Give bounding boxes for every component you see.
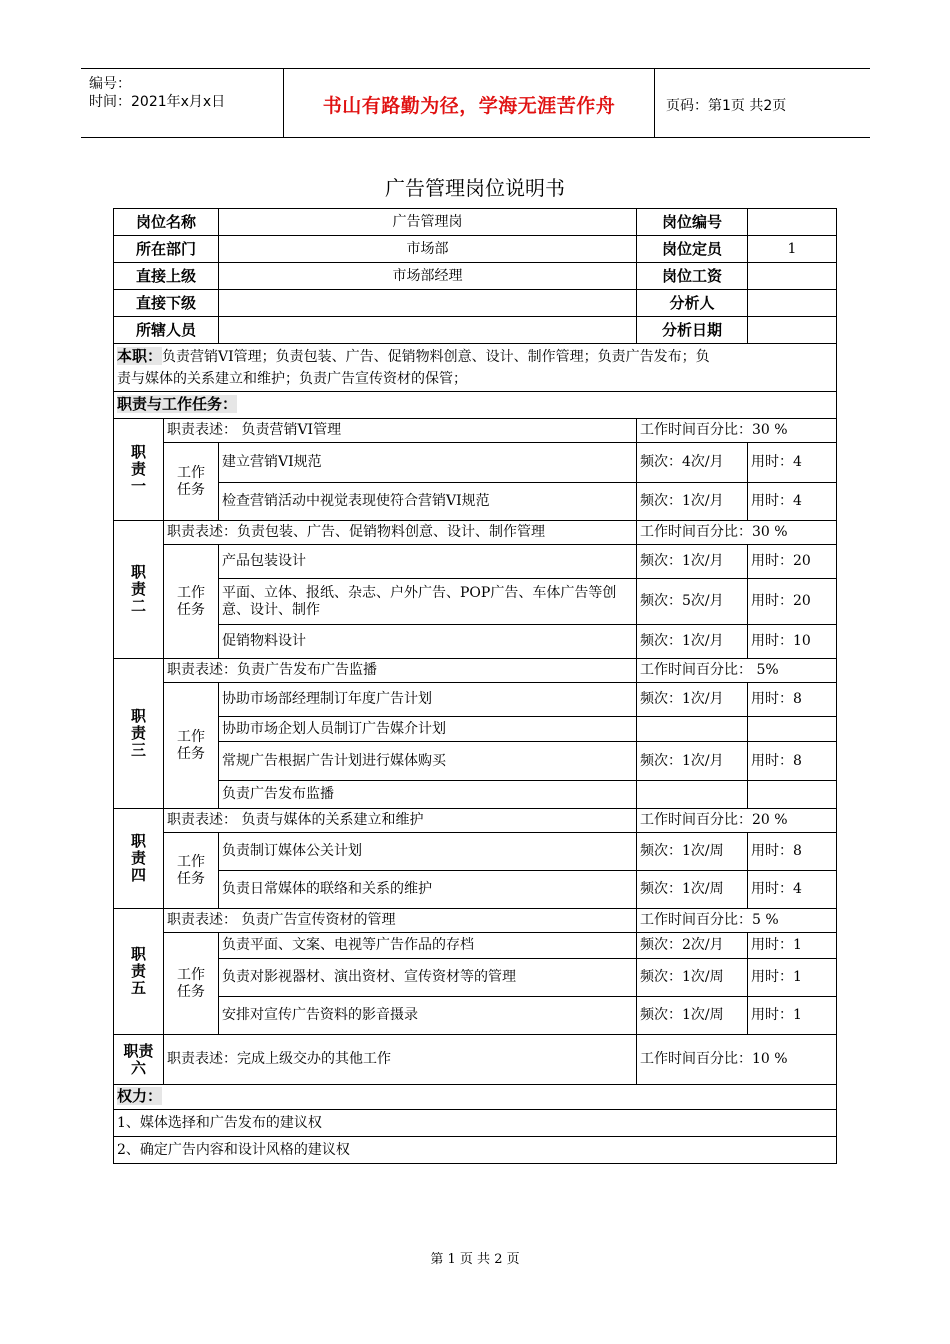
motto: 书山有路勤为径，学海无涯苦作舟	[322, 95, 616, 117]
duties-heading	[114, 392, 837, 419]
duty-time-percent: 工作时间百分比：10 %	[637, 1035, 837, 1085]
task-label: 工作任务	[164, 443, 219, 521]
duty-summary-cell	[114, 344, 837, 392]
task-text: 检查营销活动中视觉表现使符合营销VI规范	[219, 483, 637, 521]
duty-name-text: 职责一	[130, 443, 146, 495]
task-frequency: 频次：1次/周	[637, 997, 748, 1035]
info-value2	[748, 209, 837, 236]
info-label: 直接下级	[114, 290, 219, 317]
duty-statement: 职责表述：负责包装、广告、促销物料创意、设计、制作管理	[164, 521, 637, 545]
task-text: 负责制订媒体公关计划	[219, 833, 637, 871]
authority-item: 2、确定广告内容和设计风格的建议权	[114, 1137, 837, 1164]
task-time: 用时：8	[748, 833, 837, 871]
task-label: 工作任务	[164, 933, 219, 1035]
task-row	[114, 959, 837, 997]
info-row	[114, 209, 837, 236]
basic-info-section	[114, 209, 837, 344]
task-time: 用时：20	[748, 545, 837, 579]
task-text: 建立营销VI规范	[219, 443, 637, 483]
duty-summary-line1: 负责营销VI管理；负责包装、广告、促销物料创意、设计、制作管理；负责广告发布；负	[162, 349, 710, 365]
task-time	[748, 781, 837, 809]
task-time: 用时：8	[748, 683, 837, 717]
task-row	[114, 579, 837, 625]
document-title: 广告管理岗位说明书	[385, 176, 565, 200]
duty-summary-row	[114, 344, 837, 392]
task-frequency: 频次：1次/月	[637, 483, 748, 521]
info-row	[114, 236, 837, 263]
page-footer: 第 1 页 共 2 页	[430, 1252, 520, 1267]
info-label: 所辖人员	[114, 317, 219, 344]
task-time: 用时：20	[748, 579, 837, 625]
duty-name-text: 职责三	[130, 707, 146, 759]
duty-name	[114, 1035, 164, 1085]
task-time: 用时：4	[748, 483, 837, 521]
task-text: 负责平面、文案、电视等广告作品的存档	[219, 933, 637, 959]
duty-statement: 职责表述： 负责营销VI管理	[164, 419, 637, 443]
task-text: 常规广告根据广告计划进行媒体购买	[219, 742, 637, 781]
duty-statement-row	[114, 659, 837, 683]
info-label2: 岗位定员	[637, 236, 748, 263]
task-text: 协助市场企划人员制订广告媒介计划	[219, 717, 637, 742]
authority-heading-label: 权力：	[117, 1087, 163, 1105]
duty-name	[114, 659, 164, 809]
time-label: 时间：2021年x月x日	[89, 94, 226, 110]
duties-section	[114, 344, 837, 1085]
info-label: 岗位名称	[114, 209, 219, 236]
task-label: 工作任务	[164, 833, 219, 909]
task-time: 用时：10	[748, 625, 837, 659]
task-time: 用时：4	[748, 443, 837, 483]
duty-statement: 职责表述：负责广告发布广告监播	[164, 659, 637, 683]
authority-item-row	[114, 1137, 837, 1164]
task-frequency: 频次：1次/月	[637, 683, 748, 717]
duties-heading-label: 职责与工作任务：	[117, 395, 238, 413]
task-frequency: 频次：1次/月	[637, 625, 748, 659]
task-frequency: 频次：4次/月	[637, 443, 748, 483]
task-row	[114, 871, 837, 909]
info-label2: 岗位工资	[637, 263, 748, 290]
header-meta	[81, 69, 283, 137]
duty-name-text: 职责二	[130, 563, 146, 615]
task-time: 用时：1	[748, 933, 837, 959]
duty-name	[114, 419, 164, 521]
task-frequency: 频次：1次/月	[637, 742, 748, 781]
task-text: 安排对宣传广告资料的影音摄录	[219, 997, 637, 1035]
duty-statement-row	[114, 909, 837, 933]
duty-time-percent: 工作时间百分比：5 %	[637, 909, 837, 933]
duty-statement: 职责表述： 负责广告宣传资材的管理	[164, 909, 637, 933]
info-value: 市场部	[219, 236, 637, 263]
task-frequency: 频次：1次/周	[637, 833, 748, 871]
duty-statement: 职责表述：完成上级交办的其他工作	[164, 1035, 637, 1085]
task-frequency	[637, 781, 748, 809]
authority-heading	[114, 1085, 837, 1110]
task-frequency: 频次：1次/周	[637, 959, 748, 997]
task-frequency: 频次：1次/月	[637, 545, 748, 579]
task-frequency	[637, 717, 748, 742]
task-row	[114, 997, 837, 1035]
task-text: 产品包装设计	[219, 545, 637, 579]
duty-time-percent: 工作时间百分比： 5%	[637, 659, 837, 683]
info-value	[219, 317, 637, 344]
duty-name-text: 职责五	[130, 945, 146, 997]
info-value: 市场部经理	[219, 263, 637, 290]
info-value	[219, 290, 637, 317]
task-time: 用时：8	[748, 742, 837, 781]
task-row	[114, 443, 837, 483]
task-text: 促销物料设计	[219, 625, 637, 659]
task-row	[114, 717, 837, 742]
task-row	[114, 742, 837, 781]
task-label: 工作任务	[164, 545, 219, 659]
info-label2: 分析日期	[637, 317, 748, 344]
duty-time-percent: 工作时间百分比：30 %	[637, 521, 837, 545]
task-text: 负责对影视器材、演出资材、宣传资材等的管理	[219, 959, 637, 997]
task-frequency: 频次：5次/月	[637, 579, 748, 625]
info-value: 广告管理岗	[219, 209, 637, 236]
info-row	[114, 290, 837, 317]
task-row	[114, 625, 837, 659]
task-row	[114, 833, 837, 871]
duty-statement-row	[114, 521, 837, 545]
header-page-cell	[654, 69, 870, 137]
duty-statement: 职责表述： 负责与媒体的关系建立和维护	[164, 809, 637, 833]
task-frequency: 频次：1次/周	[637, 871, 748, 909]
task-time: 用时：4	[748, 871, 837, 909]
info-label2: 岗位编号	[637, 209, 748, 236]
authority-section	[114, 1085, 837, 1164]
duty-name-text: 职责四	[130, 832, 146, 884]
info-label: 所在部门	[114, 236, 219, 263]
info-value2: 1	[748, 236, 837, 263]
number-label: 编号：	[89, 76, 131, 92]
page-code: 页码：第1页 共2页	[666, 98, 787, 114]
task-row	[114, 933, 837, 959]
task-time: 用时：1	[748, 997, 837, 1035]
duty-time-percent: 工作时间百分比：20 %	[637, 809, 837, 833]
info-value2	[748, 317, 837, 344]
info-label: 直接上级	[114, 263, 219, 290]
info-row	[114, 263, 837, 290]
duties-heading-row	[114, 392, 837, 419]
task-text: 负责日常媒体的联络和关系的维护	[219, 871, 637, 909]
duty-statement-row	[114, 1035, 837, 1085]
authority-item: 1、媒体选择和广告发布的建议权	[114, 1110, 837, 1137]
header-motto-cell	[283, 69, 655, 137]
task-row	[114, 545, 837, 579]
duty-name	[114, 809, 164, 909]
task-label: 工作任务	[164, 683, 219, 809]
duty-statement-row	[114, 809, 837, 833]
info-value2	[748, 263, 837, 290]
duty-name	[114, 521, 164, 659]
task-time	[748, 717, 837, 742]
info-value2	[748, 290, 837, 317]
duty-name	[114, 909, 164, 1035]
task-row	[114, 683, 837, 717]
task-time: 用时：1	[748, 959, 837, 997]
task-row	[114, 483, 837, 521]
duty-summary-label: 本职：	[117, 347, 163, 365]
task-text: 协助市场部经理制订年度广告计划	[219, 683, 637, 717]
duty-statement-row	[114, 419, 837, 443]
info-label2: 分析人	[637, 290, 748, 317]
info-row	[114, 317, 837, 344]
duty-summary-line2: 责与媒体的关系建立和维护；负责广告宣传资材的保管；	[117, 371, 467, 387]
document-header	[81, 68, 870, 138]
authority-item-row	[114, 1110, 837, 1137]
duty-name-text: 职责六	[123, 1041, 154, 1077]
task-text: 负责广告发布监播	[219, 781, 637, 809]
task-text: 平面、立体、报纸、杂志、户外广告、POP广告、车体广告等创意、设计、制作	[219, 579, 637, 625]
job-description-table	[113, 208, 837, 1164]
task-frequency: 频次：2次/月	[637, 933, 748, 959]
authority-heading-row	[114, 1085, 837, 1110]
duty-time-percent: 工作时间百分比：30 %	[637, 419, 837, 443]
task-row	[114, 781, 837, 809]
